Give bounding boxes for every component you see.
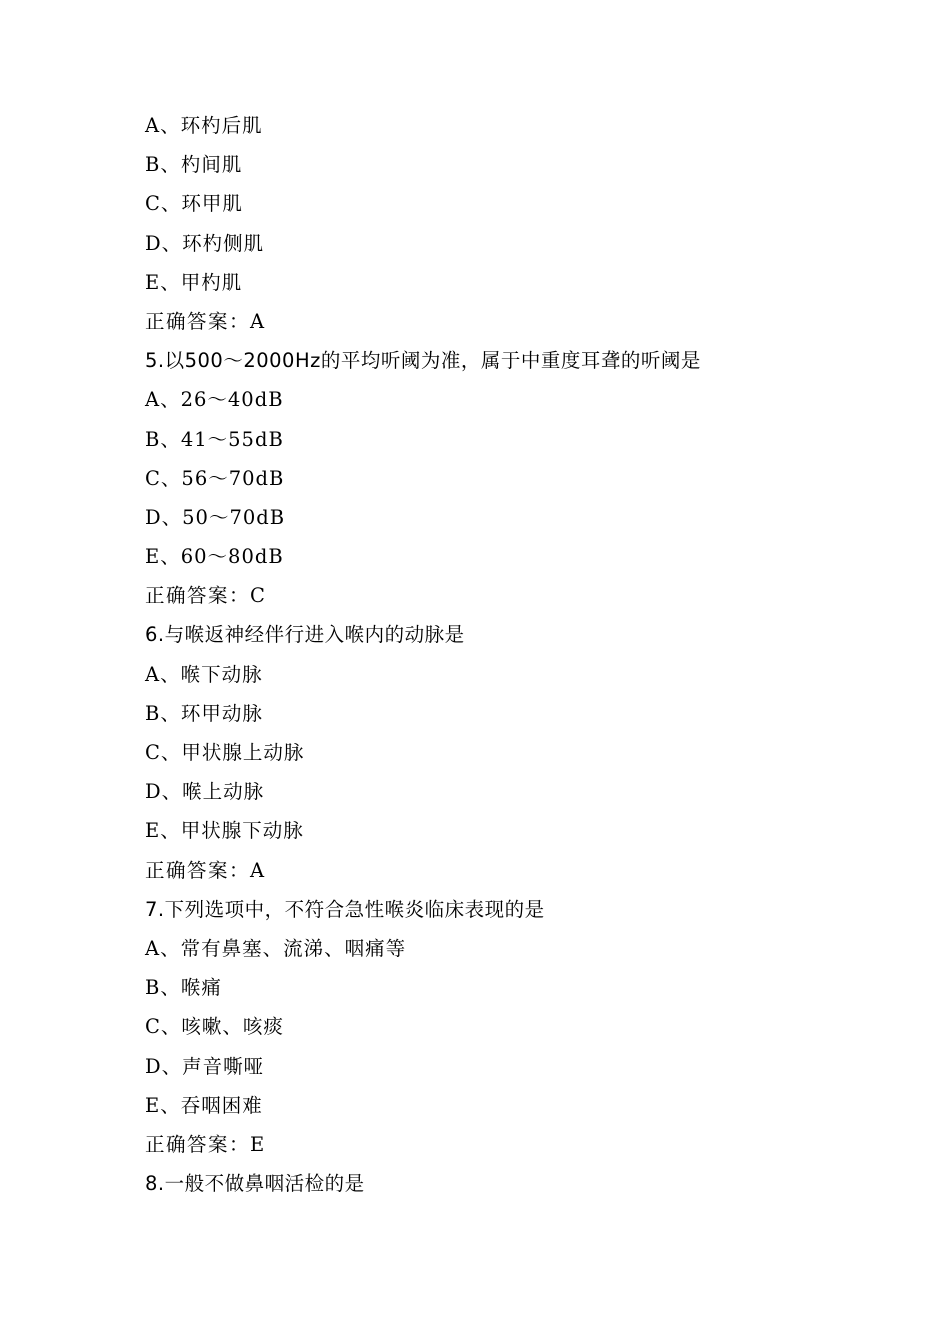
option-line: D、喉上动脉: [145, 780, 265, 804]
option-line: B、环甲动脉: [145, 701, 263, 725]
option-line: A、常有鼻塞、流涕、咽痛等: [145, 936, 407, 960]
option-line: C、咳嗽、咳痰: [145, 1015, 284, 1039]
question-line: 5.以500～2000Hz的平均听阈为准，属于中重度耳聋的听阈是: [145, 349, 701, 373]
question-line: 7.下列选项中，不符合急性喉炎临床表现的是: [145, 897, 545, 921]
option-line: C、56～70dB: [145, 466, 285, 490]
option-line: A、环杓后肌: [145, 114, 263, 137]
option-line: D、环杓侧肌: [145, 231, 265, 255]
option-line: A、喉下动脉: [145, 662, 263, 686]
question-line: 6.与喉返神经伴行进入喉内的动脉是: [145, 623, 465, 647]
answer-line: 正确答案：C: [145, 584, 267, 608]
option-line: B、喉痛: [145, 976, 222, 1000]
option-line: A、26～40dB: [145, 388, 284, 412]
option-line: D、50～70dB: [145, 505, 286, 529]
answer-line: 正确答案：A: [145, 309, 266, 333]
document-page: [145, 106, 905, 1203]
question-line: 8.一般不做鼻咽活检的是: [145, 1172, 365, 1196]
option-line: E、吞咽困难: [145, 1093, 263, 1117]
option-line: D、声音嘶哑: [145, 1054, 265, 1078]
option-line: E、甲杓肌: [145, 270, 243, 294]
option-line: C、环甲肌: [145, 192, 243, 216]
option-line: C、甲状腺上动脉: [145, 741, 305, 764]
option-line: E、甲状腺下动脉: [145, 819, 304, 843]
option-line: B、杓间肌: [145, 153, 243, 177]
option-line: B、41～55dB: [145, 427, 284, 451]
option-line: E、60～80dB: [145, 545, 284, 569]
answer-line: 正确答案：E: [145, 1132, 266, 1156]
answer-line: 正确答案：A: [145, 858, 266, 882]
